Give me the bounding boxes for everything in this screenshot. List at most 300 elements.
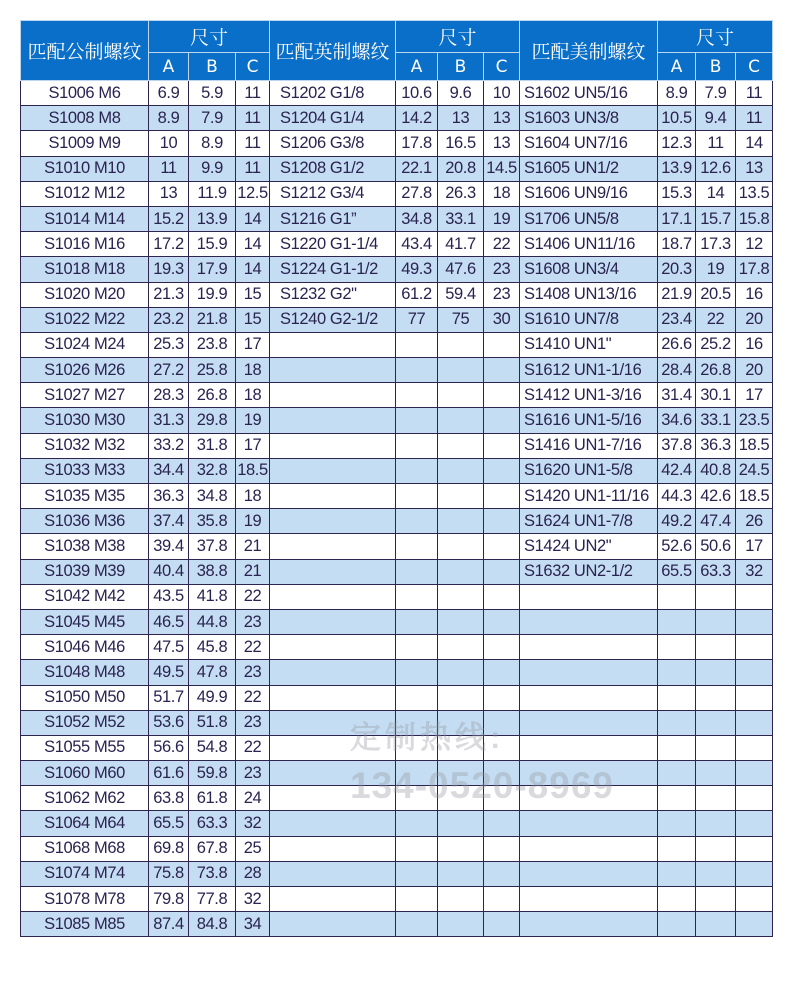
watermark-phone: 134-0520-8969: [350, 765, 614, 806]
us-size-b-cell: 15.7: [696, 206, 736, 231]
imperial-size-c-cell: [484, 836, 520, 861]
table-row: [21, 433, 773, 458]
us-size-a-cell: 10.5: [658, 106, 696, 131]
metric-size-a-cell: 56.6: [149, 735, 189, 760]
imperial-thread-cell: [270, 332, 396, 357]
us-size-a-cell: 13.9: [658, 156, 696, 181]
us-size-b-cell: 50.6: [696, 534, 736, 559]
us-size-a-cell: 23.4: [658, 307, 696, 332]
us-thread-cell: S1620 UN1-5/8: [520, 458, 658, 483]
imperial-size-b-cell: 26.3: [438, 181, 484, 206]
imperial-thread-cell: [270, 484, 396, 509]
imperial-size-a-cell: [396, 811, 438, 836]
imperial-thread-cell: [270, 660, 396, 685]
metric-col-b-header: B: [189, 53, 236, 81]
metric-size-a-cell: 47.5: [149, 635, 189, 660]
us-size-b-cell: [696, 584, 736, 609]
metric-size-c-cell: 21: [236, 559, 270, 584]
metric-size-b-cell: 34.8: [189, 484, 236, 509]
us-size-b-cell: 40.8: [696, 458, 736, 483]
metric-size-b-cell: 23.8: [189, 332, 236, 357]
table-row: [21, 131, 773, 156]
imperial-size-a-cell: [396, 433, 438, 458]
metric-size-a-cell: 28.3: [149, 383, 189, 408]
metric-thread-cell: S1050 M50: [21, 685, 149, 710]
metric-size-c-cell: 18: [236, 484, 270, 509]
metric-size-c-cell: 11: [236, 131, 270, 156]
us-col-a-header: A: [658, 53, 696, 81]
us-size-c-cell: [736, 735, 773, 760]
us-size-b-cell: 7.9: [696, 81, 736, 106]
us-thread-cell: [520, 761, 658, 786]
imperial-size-b-cell: [438, 408, 484, 433]
imperial-size-a-cell: [396, 887, 438, 912]
imperial-thread-cell: [270, 635, 396, 660]
us-size-c-cell: [736, 786, 773, 811]
metric-thread-cell: S1052 M52: [21, 710, 149, 735]
metric-size-a-cell: 25.3: [149, 332, 189, 357]
imperial-size-b-cell: [438, 484, 484, 509]
metric-size-c-cell: 34: [236, 912, 270, 937]
imperial-thread-cell: [270, 887, 396, 912]
metric-size-a-cell: 21.3: [149, 282, 189, 307]
metric-size-a-cell: 15.2: [149, 206, 189, 231]
imperial-size-c-cell: [484, 383, 520, 408]
metric-size-c-cell: 23: [236, 609, 270, 634]
us-size-b-cell: 63.3: [696, 559, 736, 584]
thread-size-table: [20, 20, 773, 937]
imperial-size-b-cell: [438, 710, 484, 735]
imperial-size-b-cell: 33.1: [438, 206, 484, 231]
metric-size-b-cell: 51.8: [189, 710, 236, 735]
metric-thread-cell: S1046 M46: [21, 635, 149, 660]
us-size-c-cell: [736, 912, 773, 937]
table-row: [21, 861, 773, 886]
imperial-size-a-cell: 34.8: [396, 206, 438, 231]
watermark-label: 定制热线:: [350, 720, 505, 755]
us-size-c-cell: 17.8: [736, 257, 773, 282]
us-size-a-cell: 21.9: [658, 282, 696, 307]
metric-size-a-cell: 40.4: [149, 559, 189, 584]
table-header: [21, 21, 773, 81]
us-size-b-cell: 47.4: [696, 509, 736, 534]
metric-size-b-cell: 54.8: [189, 735, 236, 760]
us-size-a-cell: [658, 761, 696, 786]
metric-thread-cell: S1006 M6: [21, 81, 149, 106]
us-size-c-cell: [736, 584, 773, 609]
imperial-size-c-cell: [484, 635, 520, 660]
metric-size-c-cell: 15: [236, 282, 270, 307]
metric-thread-cell: S1074 M74: [21, 861, 149, 886]
metric-thread-cell: S1012 M12: [21, 181, 149, 206]
us-size-a-cell: 20.3: [658, 257, 696, 282]
metric-size-b-cell: 84.8: [189, 912, 236, 937]
metric-size-c-cell: 22: [236, 635, 270, 660]
imperial-size-a-cell: [396, 509, 438, 534]
us-size-a-cell: 17.1: [658, 206, 696, 231]
metric-size-a-cell: 53.6: [149, 710, 189, 735]
imperial-size-a-cell: [396, 685, 438, 710]
table-row: [21, 458, 773, 483]
imperial-thread-cell: [270, 408, 396, 433]
imperial-thread-cell: [270, 609, 396, 634]
imperial-thread-cell: [270, 685, 396, 710]
imperial-size-a-cell: [396, 484, 438, 509]
table-row: [21, 584, 773, 609]
us-thread-cell: S1406 UN11/16: [520, 232, 658, 257]
us-size-a-cell: 15.3: [658, 181, 696, 206]
us-size-b-cell: 42.6: [696, 484, 736, 509]
imperial-thread-cell: [270, 836, 396, 861]
us-size-a-cell: 52.6: [658, 534, 696, 559]
us-thread-cell: S1608 UN3/4: [520, 257, 658, 282]
metric-size-c-cell: 21: [236, 534, 270, 559]
metric-size-c-cell: 19: [236, 509, 270, 534]
imperial-size-b-cell: 20.8: [438, 156, 484, 181]
metric-size-c-cell: 23: [236, 710, 270, 735]
imperial-size-b-cell: [438, 635, 484, 660]
imperial-size-a-cell: 77: [396, 307, 438, 332]
metric-size-b-cell: 11.9: [189, 181, 236, 206]
metric-size-b-cell: 67.8: [189, 836, 236, 861]
table-row: [21, 282, 773, 307]
us-size-a-cell: [658, 811, 696, 836]
metric-size-header: 尺寸: [149, 21, 270, 53]
us-size-a-cell: [658, 609, 696, 634]
table-row: [21, 81, 773, 106]
imperial-size-a-cell: [396, 735, 438, 760]
us-size-c-cell: 26: [736, 509, 773, 534]
imperial-size-b-cell: 47.6: [438, 257, 484, 282]
us-size-a-cell: 49.2: [658, 509, 696, 534]
imperial-size-a-cell: [396, 458, 438, 483]
imperial-size-b-cell: [438, 786, 484, 811]
metric-size-b-cell: 47.8: [189, 660, 236, 685]
metric-size-c-cell: 18.5: [236, 458, 270, 483]
imperial-size-c-cell: [484, 887, 520, 912]
us-size-b-cell: 30.1: [696, 383, 736, 408]
metric-size-c-cell: 11: [236, 156, 270, 181]
metric-thread-cell: S1027 M27: [21, 383, 149, 408]
metric-size-b-cell: 37.8: [189, 534, 236, 559]
metric-size-a-cell: 79.8: [149, 887, 189, 912]
metric-size-b-cell: 32.8: [189, 458, 236, 483]
us-size-b-cell: [696, 912, 736, 937]
imperial-size-b-cell: [438, 861, 484, 886]
us-size-c-cell: 17: [736, 534, 773, 559]
us-thread-cell: [520, 685, 658, 710]
us-size-a-cell: [658, 786, 696, 811]
us-size-b-cell: [696, 735, 736, 760]
imperial-thread-cell: [270, 861, 396, 886]
metric-size-a-cell: 63.8: [149, 786, 189, 811]
imperial-size-a-cell: [396, 408, 438, 433]
metric-thread-cell: S1010 M10: [21, 156, 149, 181]
table-row: [21, 232, 773, 257]
metric-size-c-cell: 14: [236, 257, 270, 282]
us-size-c-cell: 24.5: [736, 458, 773, 483]
metric-size-a-cell: 33.2: [149, 433, 189, 458]
table-row: [21, 534, 773, 559]
imperial-thread-cell: [270, 584, 396, 609]
metric-size-a-cell: 51.7: [149, 685, 189, 710]
metric-size-c-cell: 22: [236, 584, 270, 609]
imperial-thread-cell: [270, 534, 396, 559]
metric-size-c-cell: 19: [236, 408, 270, 433]
metric-size-a-cell: 31.3: [149, 408, 189, 433]
imperial-size-c-cell: [484, 761, 520, 786]
imperial-thread-cell: S1204 G1/4: [270, 106, 396, 131]
imperial-size-b-cell: [438, 912, 484, 937]
us-size-a-cell: [658, 735, 696, 760]
imperial-size-b-cell: 16.5: [438, 131, 484, 156]
us-size-c-cell: 11: [736, 106, 773, 131]
metric-size-b-cell: 38.8: [189, 559, 236, 584]
table-row: [21, 559, 773, 584]
metric-size-a-cell: 49.5: [149, 660, 189, 685]
us-size-a-cell: [658, 912, 696, 937]
metric-size-b-cell: 35.8: [189, 509, 236, 534]
imperial-size-c-cell: [484, 710, 520, 735]
metric-thread-cell: S1060 M60: [21, 761, 149, 786]
imperial-thread-cell: S1224 G1-1/2: [270, 257, 396, 282]
imperial-size-b-cell: [438, 584, 484, 609]
us-thread-cell: S1706 UN5/8: [520, 206, 658, 231]
us-thread-cell: S1605 UN1/2: [520, 156, 658, 181]
metric-thread-cell: S1062 M62: [21, 786, 149, 811]
metric-size-b-cell: 19.9: [189, 282, 236, 307]
metric-thread-cell: S1016 M16: [21, 232, 149, 257]
us-size-c-cell: [736, 710, 773, 735]
metric-thread-cell: S1030 M30: [21, 408, 149, 433]
metric-thread-cell: S1035 M35: [21, 484, 149, 509]
us-size-a-cell: 31.4: [658, 383, 696, 408]
imperial-size-c-cell: [484, 735, 520, 760]
us-thread-cell: [520, 584, 658, 609]
imperial-size-a-cell: [396, 786, 438, 811]
metric-size-c-cell: 11: [236, 81, 270, 106]
imperial-size-c-cell: [484, 484, 520, 509]
imperial-size-c-cell: [484, 660, 520, 685]
metric-size-c-cell: 23: [236, 761, 270, 786]
imperial-size-b-cell: [438, 559, 484, 584]
metric-size-b-cell: 29.8: [189, 408, 236, 433]
table-row: [21, 383, 773, 408]
metric-thread-cell: S1026 M26: [21, 358, 149, 383]
us-size-a-cell: 12.3: [658, 131, 696, 156]
metric-thread-cell: S1038 M38: [21, 534, 149, 559]
imperial-thread-cell: [270, 458, 396, 483]
us-thread-cell: [520, 786, 658, 811]
us-thread-cell: S1606 UN9/16: [520, 181, 658, 206]
us-size-header: 尺寸: [658, 21, 773, 53]
us-size-b-cell: 11: [696, 131, 736, 156]
imperial-size-a-cell: 14.2: [396, 106, 438, 131]
imperial-size-c-cell: 18: [484, 181, 520, 206]
imperial-size-b-cell: 59.4: [438, 282, 484, 307]
imperial-thread-cell: S1220 G1-1/4: [270, 232, 396, 257]
imperial-size-b-cell: [438, 534, 484, 559]
metric-size-b-cell: 21.8: [189, 307, 236, 332]
us-size-b-cell: [696, 660, 736, 685]
imperial-size-c-cell: [484, 786, 520, 811]
imperial-size-a-cell: 10.6: [396, 81, 438, 106]
imperial-size-b-cell: [438, 685, 484, 710]
us-size-a-cell: [658, 685, 696, 710]
imperial-size-c-cell: [484, 912, 520, 937]
imperial-size-b-cell: [438, 660, 484, 685]
metric-size-c-cell: 25: [236, 836, 270, 861]
imperial-col-c-header: C: [484, 53, 520, 81]
metric-thread-cell: S1033 M33: [21, 458, 149, 483]
imperial-size-a-cell: [396, 358, 438, 383]
imperial-size-b-cell: [438, 735, 484, 760]
us-size-b-cell: [696, 609, 736, 634]
table-row: [21, 509, 773, 534]
us-thread-cell: S1610 UN7/8: [520, 307, 658, 332]
metric-size-a-cell: 39.4: [149, 534, 189, 559]
us-size-a-cell: [658, 836, 696, 861]
imperial-size-c-cell: [484, 358, 520, 383]
us-size-c-cell: 15.8: [736, 206, 773, 231]
metric-thread-cell: S1018 M18: [21, 257, 149, 282]
imperial-size-c-cell: [484, 534, 520, 559]
metric-size-c-cell: 18: [236, 383, 270, 408]
metric-size-c-cell: 12.5: [236, 181, 270, 206]
us-size-b-cell: 14: [696, 181, 736, 206]
us-thread-cell: [520, 735, 658, 760]
metric-size-b-cell: 26.8: [189, 383, 236, 408]
metric-thread-cell: S1055 M55: [21, 735, 149, 760]
metric-size-b-cell: 45.8: [189, 635, 236, 660]
imperial-thread-cell: [270, 811, 396, 836]
us-size-c-cell: 11: [736, 81, 773, 106]
imperial-size-c-cell: 22: [484, 232, 520, 257]
metric-size-b-cell: 44.8: [189, 609, 236, 634]
metric-size-a-cell: 10: [149, 131, 189, 156]
imperial-size-a-cell: 49.3: [396, 257, 438, 282]
table-row: [21, 609, 773, 634]
us-size-a-cell: 65.5: [658, 559, 696, 584]
us-size-c-cell: 18.5: [736, 484, 773, 509]
imperial-size-b-cell: 75: [438, 307, 484, 332]
imperial-size-a-cell: [396, 836, 438, 861]
metric-thread-cell: S1045 M45: [21, 609, 149, 634]
metric-size-b-cell: 25.8: [189, 358, 236, 383]
us-thread-header: 匹配美制螺纹: [520, 21, 658, 81]
imperial-size-b-cell: [438, 811, 484, 836]
metric-size-a-cell: 23.2: [149, 307, 189, 332]
imperial-size-c-cell: 23: [484, 257, 520, 282]
us-thread-cell: S1603 UN3/8: [520, 106, 658, 131]
us-size-a-cell: [658, 635, 696, 660]
metric-size-b-cell: 15.9: [189, 232, 236, 257]
metric-thread-cell: S1008 M8: [21, 106, 149, 131]
imperial-size-a-cell: 27.8: [396, 181, 438, 206]
imperial-size-b-cell: 41.7: [438, 232, 484, 257]
us-size-b-cell: 17.3: [696, 232, 736, 257]
us-size-b-cell: [696, 861, 736, 886]
us-size-b-cell: 36.3: [696, 433, 736, 458]
us-size-a-cell: 37.8: [658, 433, 696, 458]
table-row: [21, 761, 773, 786]
us-thread-cell: [520, 609, 658, 634]
us-thread-cell: [520, 710, 658, 735]
us-size-c-cell: [736, 685, 773, 710]
imperial-size-b-cell: [438, 332, 484, 357]
table-row: [21, 836, 773, 861]
metric-size-c-cell: 22: [236, 685, 270, 710]
us-size-a-cell: [658, 660, 696, 685]
us-size-a-cell: [658, 887, 696, 912]
metric-size-c-cell: 18: [236, 358, 270, 383]
metric-size-c-cell: 23: [236, 660, 270, 685]
us-size-b-cell: [696, 786, 736, 811]
metric-size-a-cell: 46.5: [149, 609, 189, 634]
us-size-a-cell: 34.6: [658, 408, 696, 433]
us-size-c-cell: 23.5: [736, 408, 773, 433]
imperial-thread-cell: S1208 G1/2: [270, 156, 396, 181]
metric-size-a-cell: 36.3: [149, 484, 189, 509]
imperial-size-a-cell: [396, 912, 438, 937]
imperial-size-a-cell: [396, 660, 438, 685]
imperial-size-c-cell: [484, 685, 520, 710]
metric-thread-cell: S1064 M64: [21, 811, 149, 836]
us-col-c-header: C: [736, 53, 773, 81]
us-thread-cell: S1616 UN1-5/16: [520, 408, 658, 433]
table-row: [21, 408, 773, 433]
metric-size-b-cell: 59.8: [189, 761, 236, 786]
imperial-size-c-cell: 19: [484, 206, 520, 231]
imperial-size-b-cell: [438, 433, 484, 458]
metric-size-b-cell: 73.8: [189, 861, 236, 886]
imperial-thread-cell: [270, 559, 396, 584]
metric-thread-cell: S1039 M39: [21, 559, 149, 584]
imperial-size-a-cell: [396, 710, 438, 735]
us-size-b-cell: 9.4: [696, 106, 736, 131]
us-thread-cell: S1612 UN1-1/16: [520, 358, 658, 383]
us-size-b-cell: 19: [696, 257, 736, 282]
us-thread-cell: S1632 UN2-1/2: [520, 559, 658, 584]
us-size-a-cell: 42.4: [658, 458, 696, 483]
metric-size-a-cell: 27.2: [149, 358, 189, 383]
us-size-c-cell: [736, 635, 773, 660]
imperial-size-c-cell: 23: [484, 282, 520, 307]
us-thread-cell: [520, 861, 658, 886]
us-thread-cell: S1410 UN1": [520, 332, 658, 357]
metric-size-b-cell: 77.8: [189, 887, 236, 912]
table-row: [21, 710, 773, 735]
imperial-size-c-cell: [484, 861, 520, 886]
table-row: [21, 484, 773, 509]
metric-size-a-cell: 34.4: [149, 458, 189, 483]
imperial-size-c-cell: 13: [484, 131, 520, 156]
imperial-size-a-cell: 17.8: [396, 131, 438, 156]
imperial-size-b-cell: [438, 836, 484, 861]
us-size-a-cell: [658, 710, 696, 735]
us-thread-cell: S1416 UN1-7/16: [520, 433, 658, 458]
metric-size-c-cell: 14: [236, 206, 270, 231]
imperial-size-c-cell: [484, 458, 520, 483]
us-thread-cell: S1602 UN5/16: [520, 81, 658, 106]
metric-size-b-cell: 13.9: [189, 206, 236, 231]
metric-thread-cell: S1032 M32: [21, 433, 149, 458]
imperial-col-b-header: B: [438, 53, 484, 81]
us-size-b-cell: [696, 887, 736, 912]
us-size-b-cell: [696, 635, 736, 660]
imperial-size-c-cell: [484, 559, 520, 584]
metric-size-c-cell: 28: [236, 861, 270, 886]
